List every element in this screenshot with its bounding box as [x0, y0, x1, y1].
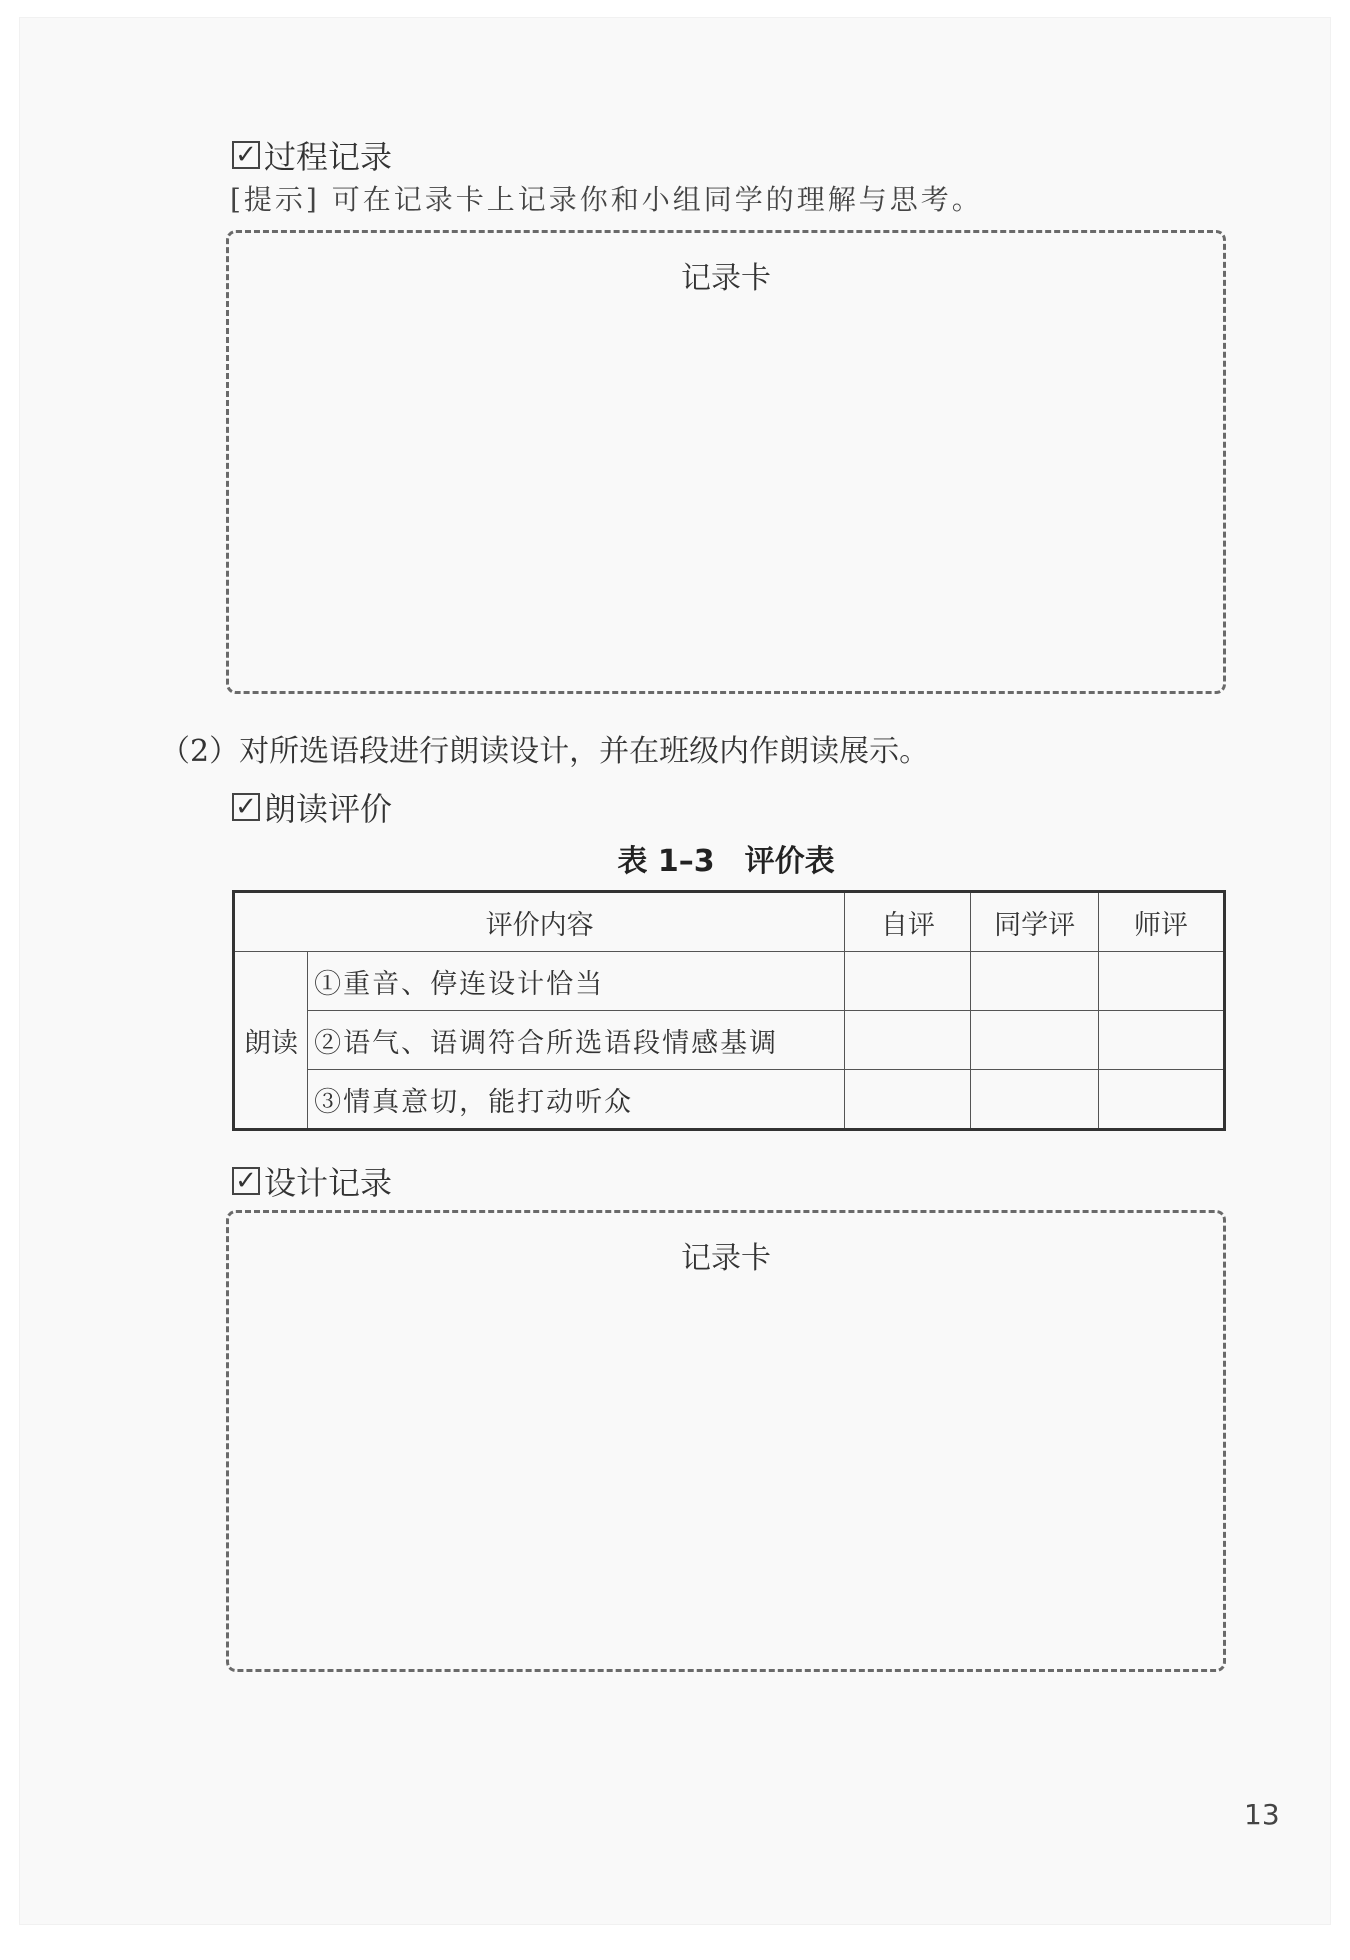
table-title: 表 1–3 评价表 — [617, 844, 835, 879]
table-row — [234, 1011, 1225, 1070]
peer-score-cell[interactable] — [971, 1070, 1098, 1130]
hint-text: [提示] 可在记录卡上记录你和小组同学的理解与思考。 — [230, 183, 983, 216]
peer-score-cell[interactable] — [971, 1011, 1098, 1070]
record-card-title: 记录卡 — [681, 1241, 771, 1276]
textbook-page — [20, 18, 1330, 1924]
task-2-text: （2）对所选语段进行朗读设计，并在班级内作朗读展示。 — [160, 734, 930, 769]
checkbox-icon[interactable]: ✓ — [232, 141, 260, 169]
header-content: 评价内容 — [234, 892, 845, 952]
record-card-design[interactable] — [226, 1210, 1226, 1672]
design-record-heading — [232, 1158, 392, 1204]
criterion-cell: ②语气、语调符合所选语段情感基调 — [308, 1011, 845, 1070]
page-number: 13 — [1244, 1798, 1280, 1831]
table-row — [234, 1070, 1225, 1130]
table-row — [234, 952, 1225, 1011]
header-teacher: 师评 — [1098, 892, 1224, 952]
category-cell: 朗读 — [234, 952, 308, 1130]
checkbox-icon[interactable]: ✓ — [232, 793, 260, 821]
design-record-label: 设计记录 — [264, 1164, 393, 1202]
peer-score-cell[interactable] — [971, 952, 1098, 1011]
teacher-score-cell[interactable] — [1098, 952, 1224, 1011]
criterion-cell: ①重音、停连设计恰当 — [308, 952, 845, 1011]
checkbox-icon[interactable]: ✓ — [232, 1167, 260, 1195]
process-record-label: 过程记录 — [264, 138, 393, 176]
self-score-cell[interactable] — [845, 952, 971, 1011]
header-peer: 同学评 — [971, 892, 1098, 952]
self-score-cell[interactable] — [845, 1070, 971, 1130]
record-card-title: 记录卡 — [681, 261, 771, 296]
self-score-cell[interactable] — [845, 1011, 971, 1070]
criterion-cell: ③情真意切，能打动听众 — [308, 1070, 845, 1130]
header-self: 自评 — [845, 892, 971, 952]
teacher-score-cell[interactable] — [1098, 1011, 1224, 1070]
record-card-process[interactable] — [226, 230, 1226, 694]
reading-evaluation-label: 朗读评价 — [264, 790, 393, 828]
table-header-row — [234, 892, 1225, 952]
reading-evaluation-heading — [232, 784, 392, 830]
evaluation-table — [232, 890, 1226, 1131]
teacher-score-cell[interactable] — [1098, 1070, 1224, 1130]
process-record-heading — [232, 132, 392, 178]
